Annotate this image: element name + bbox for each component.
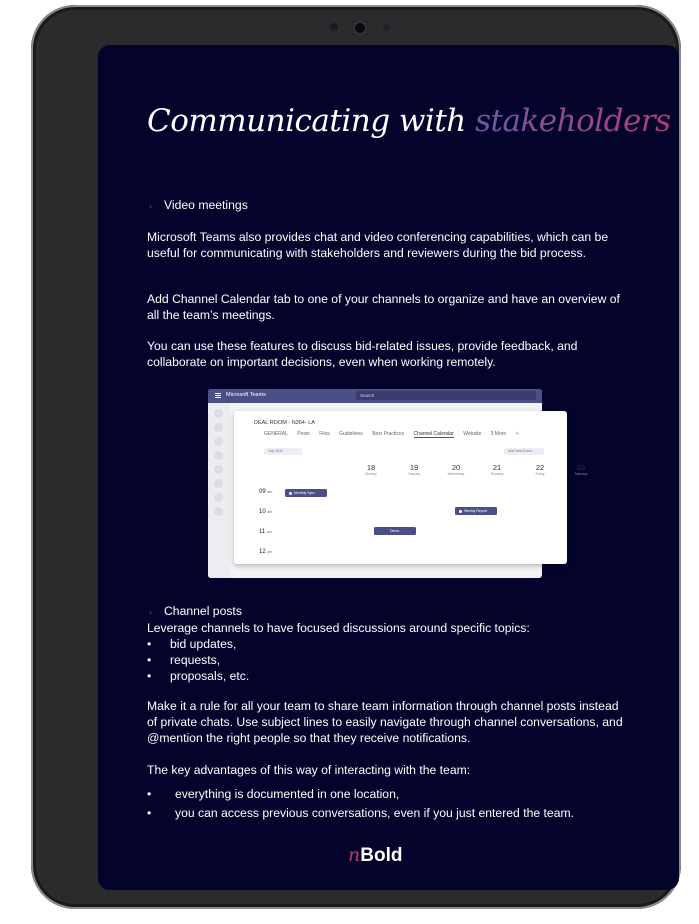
paragraph: Make it a rule for all your team to share team information through channel posts instead of private chats. Use subject lines to easily navigate through channel conversations, and @mention the right people so that they receive notifications. bbox=[147, 699, 623, 745]
day-header: 22 Friday bbox=[535, 463, 545, 476]
chevron-right-icon: › bbox=[149, 201, 152, 211]
advantages-list bbox=[147, 786, 574, 824]
tab: Files bbox=[319, 431, 330, 437]
list-item: • everything is documented in one location, bbox=[147, 786, 574, 802]
menu-icon bbox=[215, 393, 221, 394]
calendar-event: Demo bbox=[374, 527, 416, 535]
calendar-event: Weekly Report bbox=[455, 507, 497, 515]
tablet-screen bbox=[98, 45, 679, 890]
search-box: Search bbox=[356, 391, 536, 400]
teams-title-bar bbox=[208, 389, 542, 403]
time-label: 09 am bbox=[259, 489, 273, 495]
sensor-icon bbox=[330, 23, 338, 31]
day-header: 23 Saturday bbox=[574, 463, 588, 476]
chevron-right-icon: › bbox=[149, 607, 152, 617]
day-header: 21 Thursday bbox=[490, 463, 504, 476]
app-rail bbox=[208, 403, 230, 578]
day-header: 19 Tuesday bbox=[407, 463, 421, 476]
tab: GENERAL bbox=[264, 431, 288, 437]
section-heading-video: › Video meetings bbox=[149, 198, 248, 212]
app-name: Microsoft Teams bbox=[226, 392, 266, 398]
channel-tabs bbox=[264, 431, 527, 437]
paragraph: You can use these features to discuss bid-related issues, provide feedback, and collaborate on important decisions, even when working remotely. bbox=[147, 339, 578, 369]
tab: Guidelines bbox=[339, 431, 363, 437]
tab: Posts bbox=[297, 431, 310, 437]
time-label: 12 pm bbox=[259, 549, 273, 555]
list-item: • bid updates, bbox=[147, 636, 249, 652]
calendar-event: Monthly Sync bbox=[285, 489, 327, 497]
list-item: • requests, bbox=[147, 652, 249, 668]
list-item: • proposals, etc. bbox=[147, 668, 249, 684]
add-event-select: Add New Event bbox=[504, 448, 544, 455]
topic-list bbox=[147, 636, 249, 684]
channel-calendar-card bbox=[234, 411, 588, 564]
sensor-icon bbox=[383, 24, 390, 31]
time-label: 10 am bbox=[259, 509, 273, 515]
date-select: July 2022 bbox=[264, 448, 302, 455]
list-item: • you can access previous conversations, even if you just entered the team. bbox=[147, 805, 574, 821]
tab: Best Practices bbox=[372, 431, 405, 437]
day-header: 20 Wednesday bbox=[447, 463, 465, 476]
tab: Website bbox=[463, 431, 482, 437]
day-header: 18 Monday bbox=[365, 463, 377, 476]
tab-active: Channel Calendar bbox=[413, 431, 454, 437]
tablet-frame bbox=[31, 5, 681, 909]
title-main: Communicating with bbox=[147, 103, 466, 139]
room-name: DEAL ROOM - N364- LA bbox=[254, 420, 315, 426]
tab: 3 More bbox=[490, 431, 507, 437]
paragraph: The key advantages of this way of interacting with the team: bbox=[147, 763, 471, 777]
time-label: 11 am bbox=[259, 529, 272, 535]
section-heading-channel: › Channel posts bbox=[149, 604, 242, 618]
nbold-logo: nBold bbox=[348, 844, 403, 866]
add-tab-icon: + bbox=[515, 431, 519, 437]
title-accent: stakeholders bbox=[475, 103, 671, 139]
paragraph: Microsoft Teams also provides chat and video conferencing capabilities, which can be useful for communicating with stakeholders and reviewers during the bid process. bbox=[147, 230, 609, 260]
page-title bbox=[147, 103, 671, 139]
camera-icon bbox=[353, 21, 367, 35]
paragraph: Add Channel Calendar tab to one of your channels to organize and have an overview of all the team’s meetings. bbox=[147, 292, 620, 322]
paragraph: Leverage channels to have focused discussions around specific topics: bbox=[147, 621, 530, 635]
